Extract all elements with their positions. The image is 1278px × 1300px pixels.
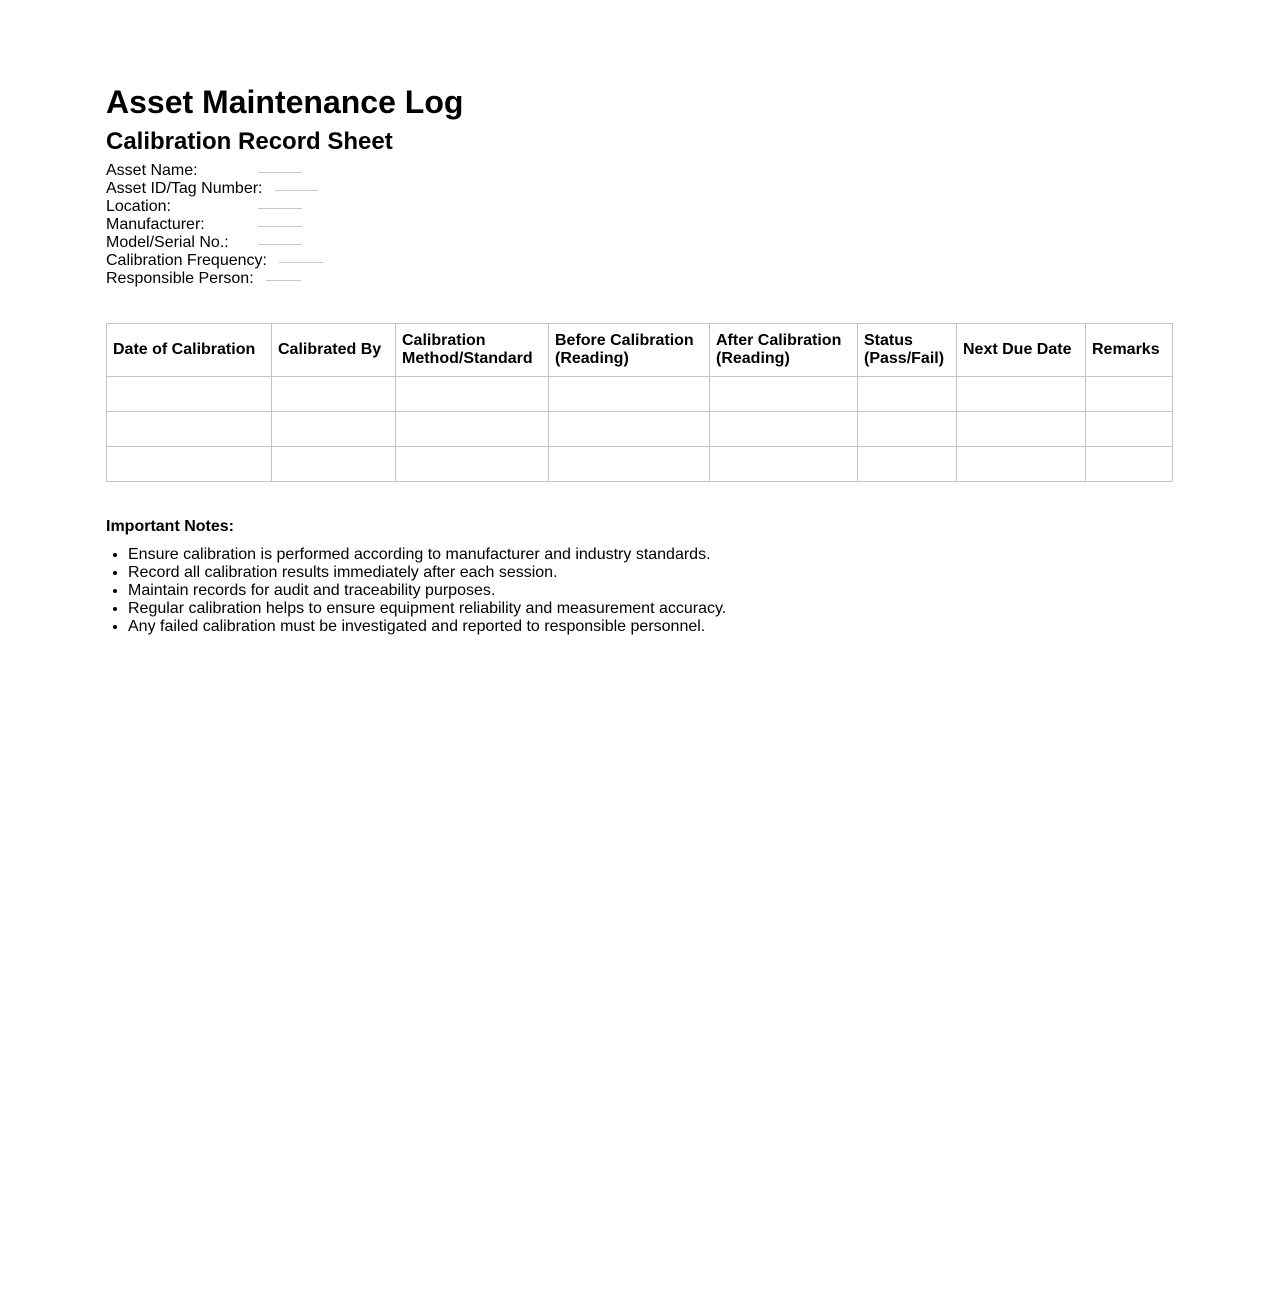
field-label: Location: bbox=[106, 198, 171, 215]
table-cell[interactable] bbox=[107, 377, 272, 412]
table-cell[interactable] bbox=[549, 412, 710, 447]
location-blank[interactable] bbox=[258, 208, 302, 209]
table-cell[interactable] bbox=[957, 377, 1086, 412]
field-label: Model/Serial No.: bbox=[106, 234, 229, 251]
table-row bbox=[107, 412, 1173, 447]
header-after-calibration: After Calibration (Reading) bbox=[710, 324, 858, 377]
table-cell[interactable] bbox=[396, 377, 549, 412]
field-label: Asset Name: bbox=[106, 162, 198, 179]
table-cell[interactable] bbox=[1086, 377, 1173, 412]
table-cell[interactable] bbox=[107, 412, 272, 447]
field-label: Manufacturer: bbox=[106, 216, 205, 233]
table-row bbox=[107, 447, 1173, 482]
header-date-of-calibration: Date of Calibration bbox=[107, 324, 272, 377]
field-label: Responsible Person: bbox=[106, 270, 254, 287]
manufacturer-blank[interactable] bbox=[258, 226, 302, 227]
field-location bbox=[106, 198, 1172, 216]
table-cell[interactable] bbox=[396, 447, 549, 482]
header-calibration-method: Calibration Method/Standard bbox=[396, 324, 549, 377]
table-cell[interactable] bbox=[549, 377, 710, 412]
table-cell[interactable] bbox=[549, 447, 710, 482]
header-status: Status (Pass/Fail) bbox=[858, 324, 957, 377]
asset-id-blank[interactable] bbox=[275, 190, 318, 191]
field-asset-name bbox=[106, 162, 1172, 180]
table-cell[interactable] bbox=[710, 412, 858, 447]
table-cell[interactable] bbox=[1086, 412, 1173, 447]
table-header-row bbox=[107, 324, 1173, 377]
table-cell[interactable] bbox=[396, 412, 549, 447]
asset-name-blank[interactable] bbox=[258, 172, 302, 173]
list-item: • Maintain records for audit and traceability purposes. bbox=[128, 582, 1172, 600]
field-responsible-person bbox=[106, 270, 1172, 288]
header-remarks: Remarks bbox=[1086, 324, 1173, 377]
header-next-due-date: Next Due Date bbox=[957, 324, 1086, 377]
header-calibrated-by: Calibrated By bbox=[272, 324, 396, 377]
field-calibration-frequency bbox=[106, 252, 1172, 270]
table-cell[interactable] bbox=[858, 447, 957, 482]
table-cell[interactable] bbox=[272, 447, 396, 482]
document-page bbox=[106, 84, 1172, 636]
field-label: Calibration Frequency: bbox=[106, 252, 267, 269]
table-cell[interactable] bbox=[858, 377, 957, 412]
table-cell[interactable] bbox=[272, 412, 396, 447]
header-before-calibration: Before Calibration (Reading) bbox=[549, 324, 710, 377]
field-asset-id bbox=[106, 180, 1172, 198]
table-cell[interactable] bbox=[858, 412, 957, 447]
calibration-table bbox=[106, 323, 1173, 482]
table-cell[interactable] bbox=[107, 447, 272, 482]
notes-list bbox=[106, 546, 1172, 636]
model-serial-blank[interactable] bbox=[258, 244, 302, 245]
table-cell[interactable] bbox=[957, 412, 1086, 447]
field-model-serial bbox=[106, 234, 1172, 252]
responsible-person-blank[interactable] bbox=[266, 280, 301, 281]
table-cell[interactable] bbox=[1086, 447, 1173, 482]
table-cell[interactable] bbox=[710, 377, 858, 412]
notes-title: Important Notes: bbox=[106, 518, 234, 535]
list-item: • Ensure calibration is performed according to manufacturer and industry standards. bbox=[128, 546, 1172, 564]
list-item: • Record all calibration results immediately after each session. bbox=[128, 564, 1172, 582]
calibration-frequency-blank[interactable] bbox=[279, 262, 323, 263]
asset-info-fields bbox=[106, 162, 1172, 288]
field-manufacturer bbox=[106, 216, 1172, 234]
list-item: • Any failed calibration must be investigated and reported to responsible personnel. bbox=[128, 618, 1172, 636]
table-cell[interactable] bbox=[710, 447, 858, 482]
page-title: Asset Maintenance Log bbox=[106, 84, 464, 120]
table-cell[interactable] bbox=[272, 377, 396, 412]
page-subtitle: Calibration Record Sheet bbox=[106, 128, 393, 155]
field-label: Asset ID/Tag Number: bbox=[106, 180, 263, 197]
table-cell[interactable] bbox=[957, 447, 1086, 482]
table-row bbox=[107, 377, 1173, 412]
list-item: • Regular calibration helps to ensure equipment reliability and measurement accuracy. bbox=[128, 600, 1172, 618]
